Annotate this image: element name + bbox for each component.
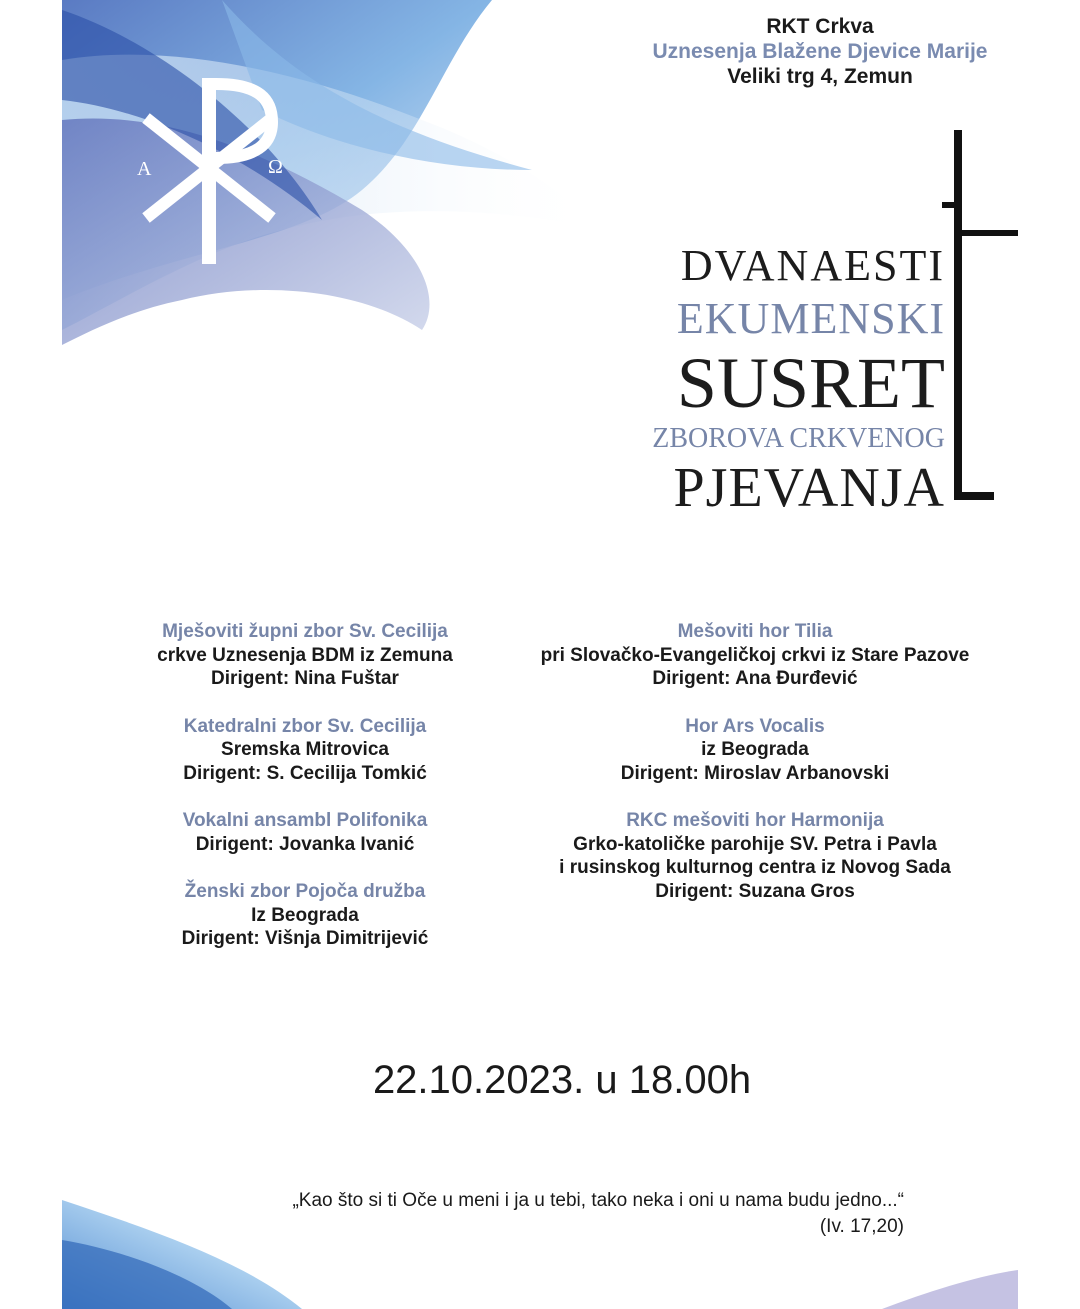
omega-symbol: Ω <box>268 156 283 178</box>
choir-name: Mešoviti hor Tilia <box>677 621 833 642</box>
choir-name: Vokalni ansambl Polifonika <box>182 810 428 831</box>
choir-name: Ženski zbor Pojoča družba <box>184 881 426 902</box>
choir-detail: iz Beograda <box>701 739 809 760</box>
choir-list-right <box>500 620 1010 927</box>
choir-conductor: Dirigent: Suzana Gros <box>655 880 855 902</box>
title-line-1: DVANAESTI <box>680 241 945 290</box>
choir-entry <box>500 620 1010 691</box>
church-address: Veliki trg 4, Zemun <box>727 65 913 88</box>
choir-entry <box>120 715 490 786</box>
choir-name: Katedralni zbor Sv. Cecilija <box>183 715 427 737</box>
title-line-3: SUSRET <box>676 343 945 423</box>
choir-detail: Sremska Mitrovica <box>221 739 389 760</box>
choir-name: Mješoviti župni zbor Sv. Cecilija <box>162 621 448 642</box>
choir-detail: i rusinskog kulturnog centra iz Novog Sada <box>559 857 951 878</box>
title-line-2: EKUMENSKI <box>676 294 945 343</box>
choir-entry <box>120 809 490 856</box>
choir-detail: crkve Uznesenja BDM iz Zemuna <box>157 644 453 666</box>
choir-entry <box>500 715 1010 786</box>
choir-entry <box>500 809 1010 903</box>
scripture-quote <box>220 1188 904 1240</box>
alpha-symbol: A <box>137 158 152 180</box>
title-line-5: PJEVANJA <box>673 457 945 519</box>
quote-text: „Kao što si ti Oče u meni i ja u tebi, tako neka i oni u nama budu jedno...“ <box>292 1190 904 1211</box>
event-date: 22.10.2023. u 18.00h <box>372 1058 752 1102</box>
choir-entry <box>120 880 490 951</box>
choir-detail: pri Slovačko-Evangeličkoj crkvi iz Stare Pazove <box>540 644 970 666</box>
choir-conductor: Dirigent: Nina Fuštar <box>211 668 399 689</box>
choir-detail: Grko-katoličke parohije SV. Petra i Pavla <box>573 833 937 855</box>
church-header <box>620 14 1020 89</box>
choir-conductor: Dirigent: Ana Đurđević <box>652 668 858 689</box>
choir-name: RKC mešoviti hor Harmonija <box>626 810 884 831</box>
choir-conductor: Dirigent: Višnja Dimitrijević <box>181 928 429 949</box>
event-title <box>600 238 945 520</box>
church-name: Uznesenja Blažene Djevice Marije <box>652 40 988 63</box>
quote-reference: (Iv. 17,20) <box>819 1216 904 1237</box>
title-line-4: ZBOROVA CRKVENOG <box>652 423 945 454</box>
choir-conductor: Dirigent: Miroslav Arbanovski <box>620 762 890 784</box>
church-type: RKT Crkva <box>766 15 874 38</box>
choir-list-left <box>120 620 490 975</box>
cross-icon <box>942 130 1018 510</box>
choir-detail: Iz Beograda <box>251 904 359 926</box>
choir-conductor: Dirigent: S. Cecilija Tomkić <box>183 762 427 784</box>
choir-entry <box>120 620 490 691</box>
choir-name: Hor Ars Vocalis <box>685 715 825 737</box>
choir-conductor: Dirigent: Jovanka Ivanić <box>195 833 415 855</box>
